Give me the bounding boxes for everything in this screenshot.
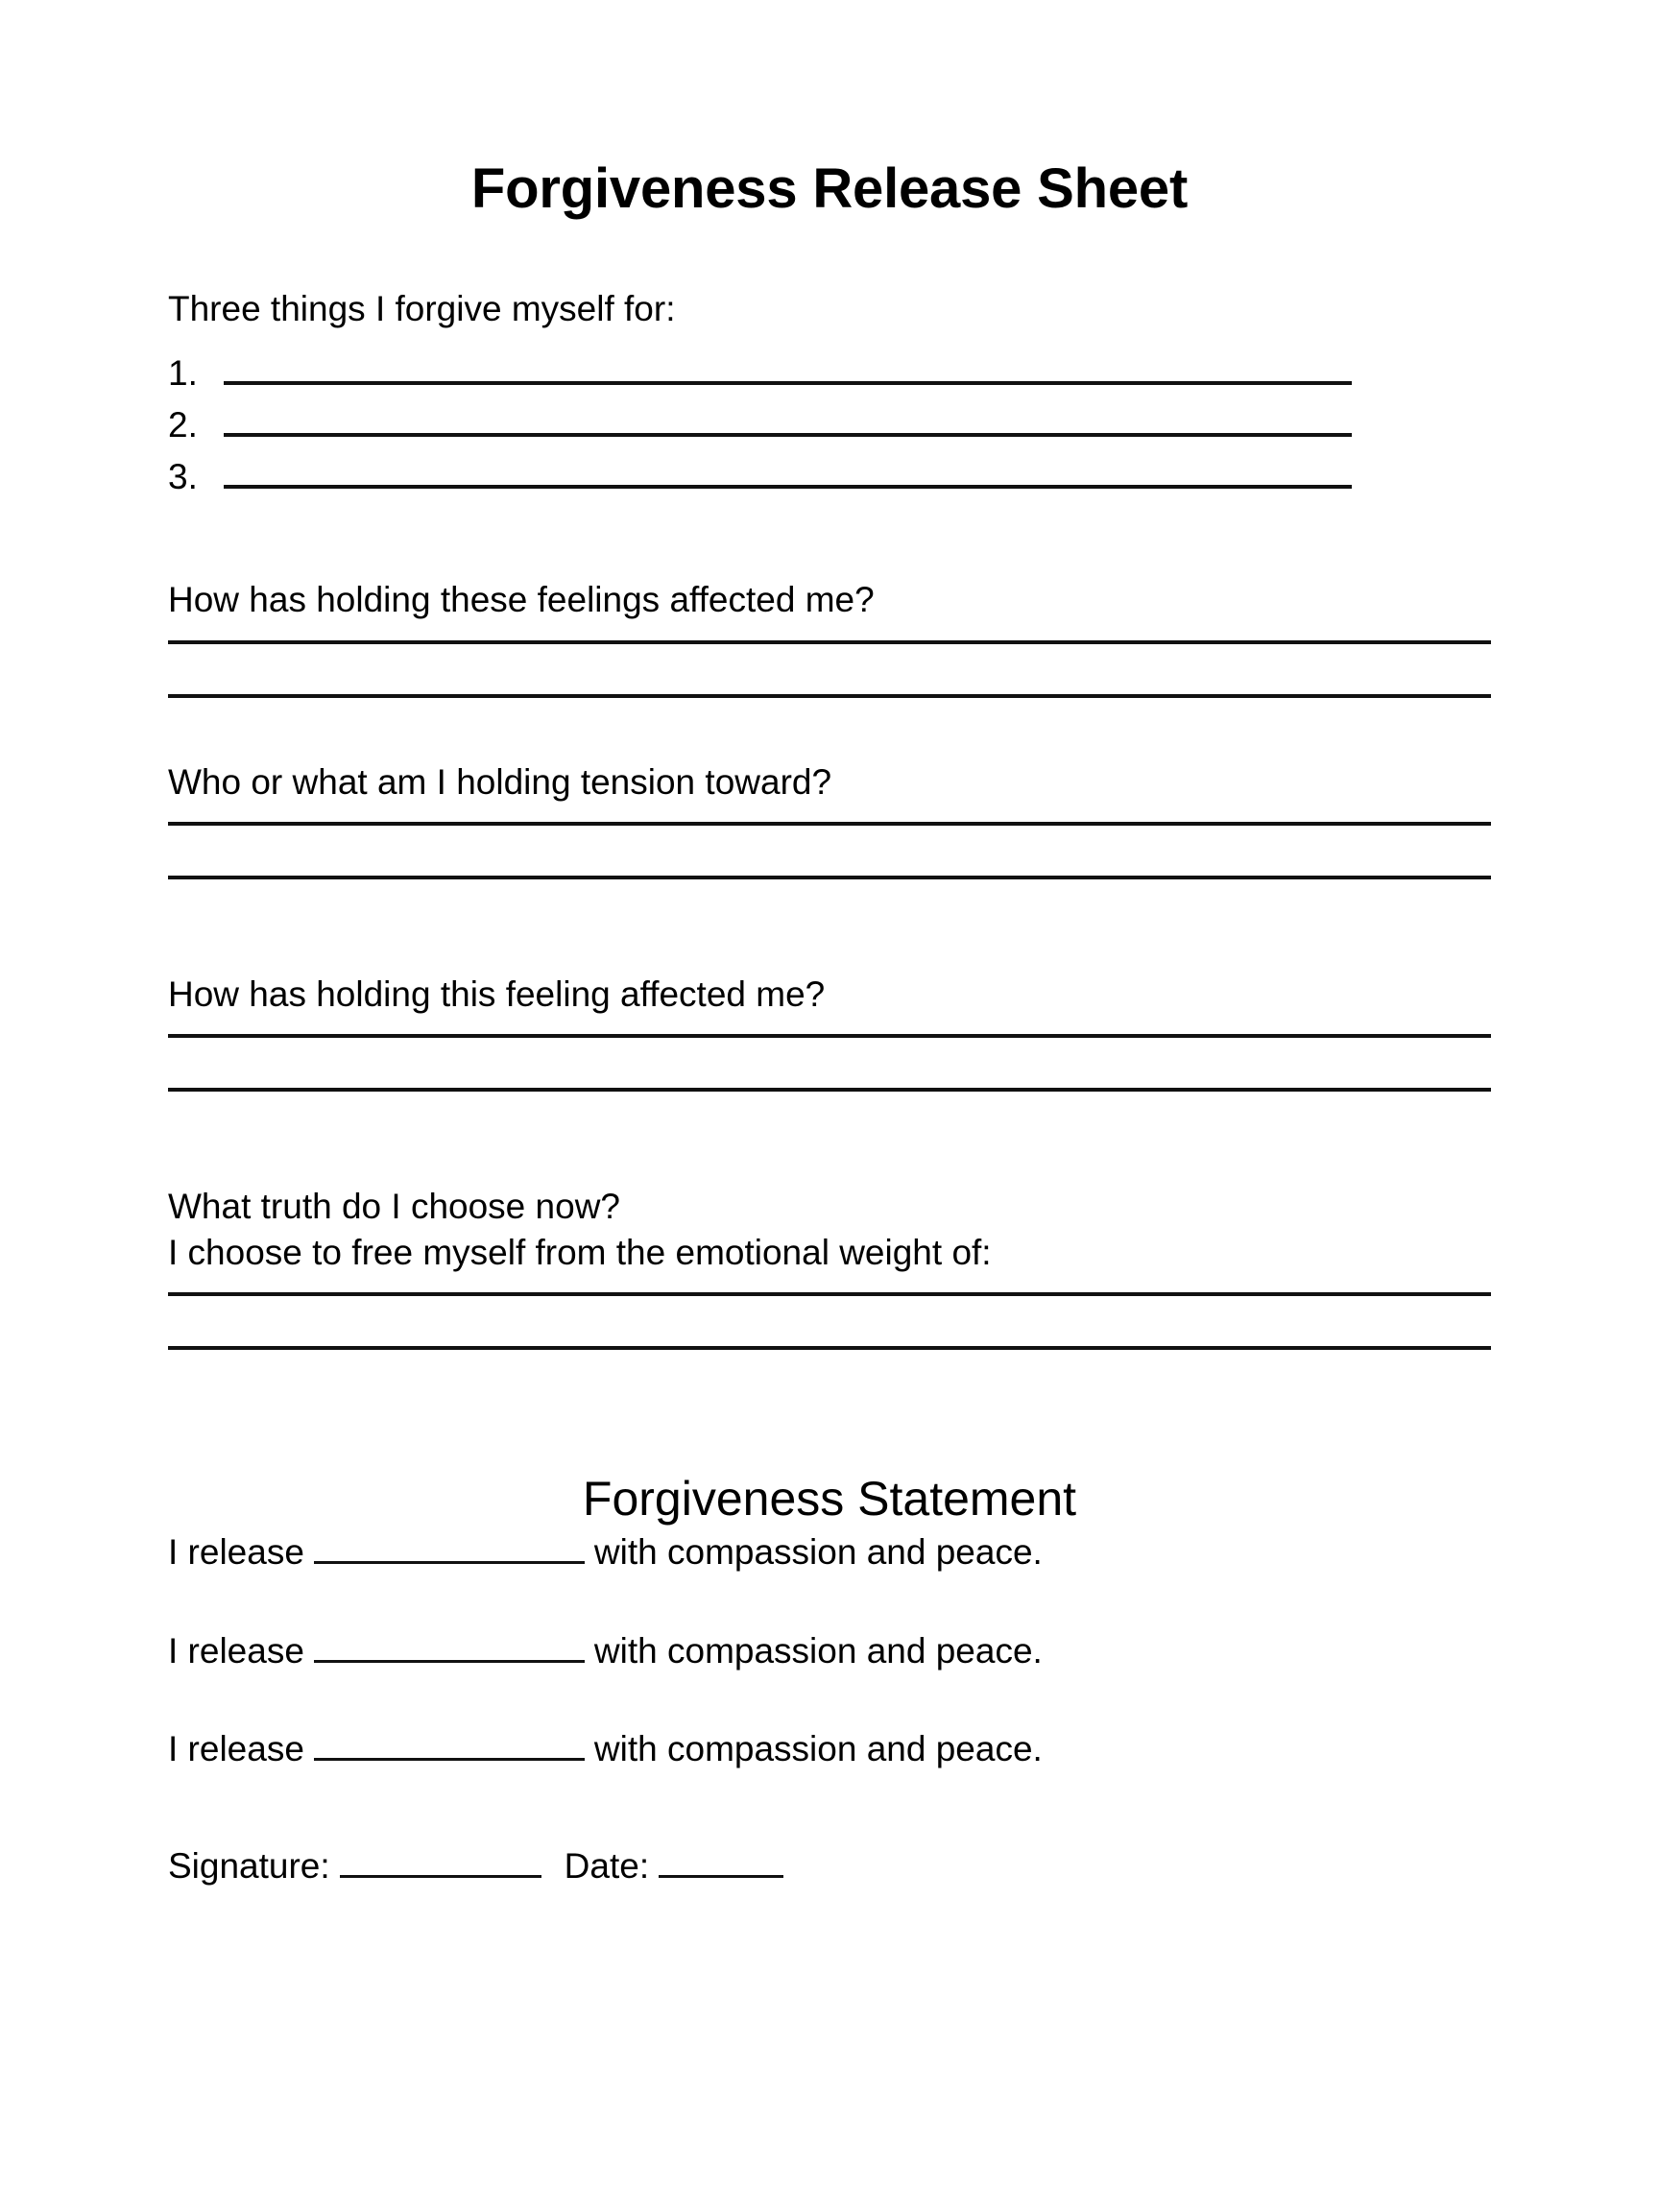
- list-item-number: 2.: [168, 405, 198, 445]
- signature-label: Signature:: [168, 1846, 330, 1887]
- signature-row: [168, 1845, 1491, 1887]
- write-in-line-1[interactable]: [224, 381, 1352, 385]
- signature-blank[interactable]: [340, 1875, 541, 1878]
- truth-prompt-line-2: I choose to free myself from the emotional weight of:: [168, 1232, 992, 1272]
- page-title: Forgiveness Release Sheet: [470, 157, 1189, 220]
- question-block-2: [168, 759, 1491, 879]
- release-statement-2: [168, 1630, 1491, 1672]
- self-forgiveness-prompt: Three things I forgive myself for:: [168, 289, 676, 328]
- answer-lines-1: [168, 640, 1491, 698]
- truth-prompt-line-1: What truth do I choose now?: [168, 1187, 620, 1227]
- release-statement-3: [168, 1728, 1491, 1770]
- release-blank-3[interactable]: [314, 1758, 585, 1761]
- question-block-1: [168, 577, 1491, 697]
- answer-line[interactable]: [168, 640, 1491, 644]
- write-in-line-3[interactable]: [224, 485, 1352, 489]
- answer-line[interactable]: [168, 1346, 1491, 1350]
- release-prefix: I release: [168, 1728, 304, 1768]
- answer-line[interactable]: [168, 876, 1491, 879]
- answer-line[interactable]: [168, 694, 1491, 698]
- answer-line[interactable]: [168, 1034, 1491, 1038]
- date-blank[interactable]: [659, 1875, 783, 1878]
- list-item-number: 3.: [168, 457, 198, 497]
- question-prompt-2: Who or what am I holding tension toward?: [168, 761, 832, 802]
- release-blank-2[interactable]: [314, 1660, 585, 1663]
- answer-line[interactable]: [168, 1292, 1491, 1296]
- release-prefix: I release: [168, 1532, 304, 1573]
- answer-lines-3: [168, 1034, 1491, 1092]
- question-prompt-1: How has holding these feelings affected me?: [168, 580, 875, 620]
- answer-line[interactable]: [168, 822, 1491, 826]
- release-blank-1[interactable]: [314, 1561, 585, 1564]
- release-prefix: I release: [168, 1630, 304, 1671]
- release-suffix: with compassion and peace.: [593, 1532, 1043, 1573]
- truth-section: [168, 1184, 1491, 1350]
- question-prompt-3: How has holding this feeling affected me?: [168, 974, 826, 1015]
- self-forgiveness-list: [168, 339, 1491, 497]
- release-suffix: with compassion and peace.: [593, 1630, 1043, 1671]
- release-suffix: with compassion and peace.: [593, 1728, 1043, 1768]
- list-item-number: 1.: [168, 353, 198, 394]
- list-item: [168, 443, 1491, 497]
- forgiveness-statement-heading: Forgiveness Statement: [582, 1472, 1077, 1527]
- list-item: [168, 339, 1491, 394]
- answer-lines-truth: [168, 1292, 1491, 1350]
- question-block-3: [168, 972, 1491, 1092]
- answer-line[interactable]: [168, 1088, 1491, 1092]
- release-statement-1: [168, 1531, 1491, 1574]
- self-forgiveness-section: [168, 286, 1491, 497]
- write-in-line-2[interactable]: [224, 433, 1352, 437]
- date-label: Date:: [564, 1846, 650, 1887]
- answer-lines-2: [168, 822, 1491, 879]
- list-item: [168, 391, 1491, 443]
- forgiveness-statement-section: [168, 1473, 1491, 1888]
